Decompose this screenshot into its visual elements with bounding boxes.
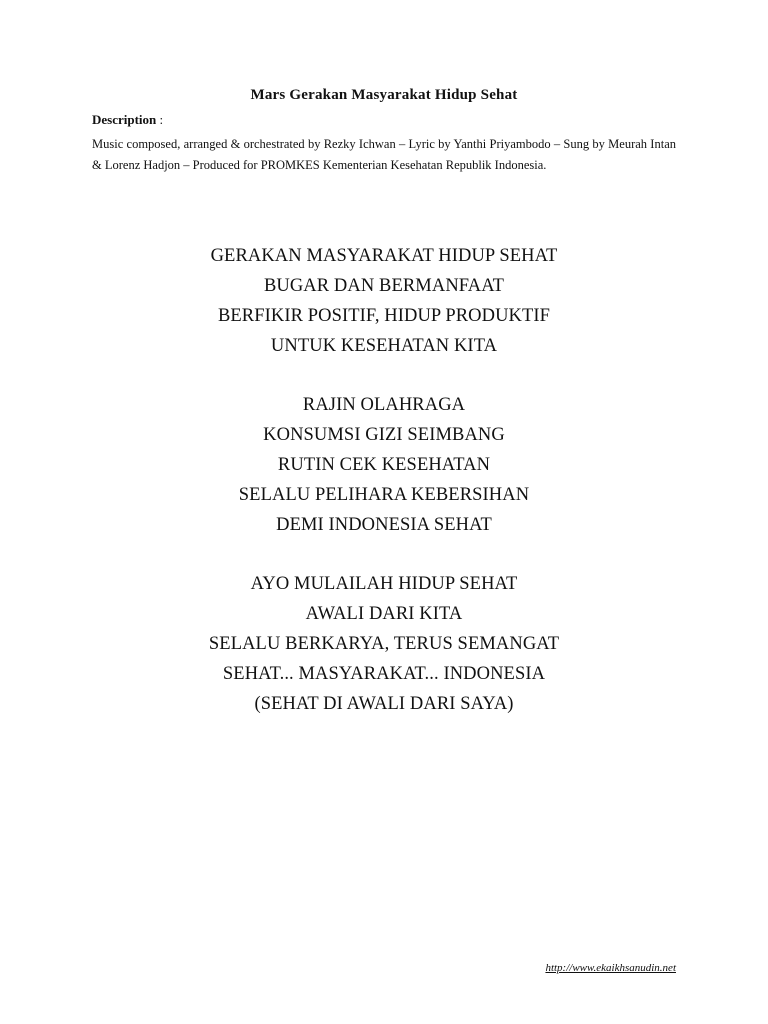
lyric-line: SELALU BERKARYA, TERUS SEMANGAT xyxy=(208,634,560,654)
lyric-line: BUGAR DAN BERMANFAAT xyxy=(263,276,505,296)
lyric-line: UNTUK KESEHATAN KITA xyxy=(270,336,498,356)
description-separator: : xyxy=(156,112,164,127)
lyric-line: SEHAT... MASYARAKAT... INDONESIA xyxy=(222,664,546,684)
lyric-line: SELALU PELIHARA KEBERSIHAN xyxy=(238,485,530,505)
description-heading xyxy=(92,112,163,128)
lyric-line: BERFIKIR POSITIF, HIDUP PRODUKTIF xyxy=(217,306,551,326)
description-text: Music composed, arranged & orchestrated by Rezky Ichwan – Lyric by Yanthi Priyambodo – Sung by Meurah Intan & Lorenz Hadjon – Produced for PROMKES Kementerian Kesehatan Republik Indonesia. xyxy=(92,137,676,172)
lyric-line: KONSUMSI GIZI SEIMBANG xyxy=(263,425,505,445)
lyric-line: DEMI INDONESIA SEHAT xyxy=(276,515,492,535)
lyric-line: (SEHAT DI AWALI DARI SAYA) xyxy=(254,694,514,714)
lyric-line: AYO MULAILAH HIDUP SEHAT xyxy=(250,574,518,594)
song-title: Mars Gerakan Masyarakat Hidup Sehat xyxy=(250,87,518,103)
description-label: Description xyxy=(92,112,157,127)
lyric-line: RUTIN CEK KESEHATAN xyxy=(277,455,491,475)
lyric-line: GERAKAN MASYARAKAT HIDUP SEHAT xyxy=(210,246,558,266)
lyric-line: RAJIN OLAHRAGA xyxy=(302,395,466,415)
footer-url-link[interactable]: http://www.ekaikhsanudin.net xyxy=(545,962,676,974)
lyrics-stanza-2 xyxy=(0,390,768,540)
lyric-line: AWALI DARI KITA xyxy=(305,604,463,624)
lyrics-stanza-1 xyxy=(0,241,768,361)
lyrics-stanza-3 xyxy=(0,569,768,719)
